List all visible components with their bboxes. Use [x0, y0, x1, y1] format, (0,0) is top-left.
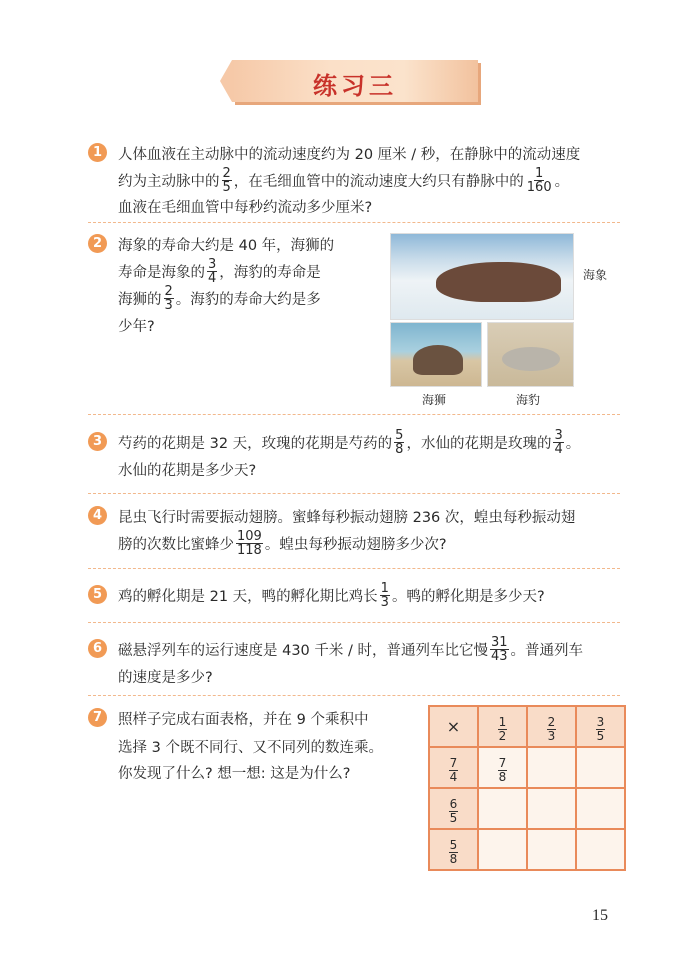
fraction [449, 798, 459, 825]
question-text: ，海豹的寿命是 [219, 264, 321, 281]
denominator: 8 [498, 769, 507, 784]
numerator: 1 [380, 580, 389, 596]
divider [88, 414, 620, 415]
question-line [118, 140, 580, 166]
question-text: 芍药的花期是 32 天，玫瑰的花期是芍药的 [118, 435, 393, 452]
fraction [526, 167, 553, 194]
column-header [527, 706, 576, 747]
multiplication-table [428, 705, 626, 871]
numerator: 3 [596, 714, 605, 729]
denominator: 8 [395, 441, 404, 457]
numerator: 5 [449, 837, 458, 852]
divider [88, 493, 620, 494]
question-text: 人体血液在主动脉中的流动速度约为 20 厘米 / 秒，在静脉中的流动速度 [118, 146, 581, 163]
table-cell[interactable] [576, 829, 625, 870]
numerator: 31 [491, 634, 508, 650]
fraction [498, 757, 508, 784]
table-row [429, 747, 625, 788]
question-line [118, 285, 321, 311]
question-text: 。 [554, 173, 570, 190]
fraction [394, 429, 404, 456]
fraction [490, 636, 509, 663]
sea-lion-caption: 海狮 [422, 393, 447, 407]
question-line [118, 503, 575, 529]
denominator: 4 [449, 769, 458, 784]
table-row [429, 788, 625, 829]
table-cell[interactable] [576, 788, 625, 829]
question-line [118, 231, 334, 257]
fraction [498, 716, 508, 743]
question-text: 你发现了什么? 想一想: 这是为什么? [118, 765, 351, 782]
fraction [449, 757, 459, 784]
fraction [164, 285, 174, 312]
row-header [429, 747, 478, 788]
question-line [118, 312, 155, 338]
fraction [222, 167, 232, 194]
question-text: 寿命是海象的 [118, 264, 205, 281]
divider [88, 695, 620, 696]
denominator: 3 [547, 728, 556, 743]
fraction [449, 839, 459, 866]
row-header [429, 829, 478, 870]
denominator: 4 [208, 270, 217, 286]
question-text: 水仙的花期是多少天? [118, 462, 257, 479]
section-banner [232, 60, 478, 102]
fraction [207, 258, 217, 285]
table-cell[interactable] [527, 747, 576, 788]
question-line [118, 733, 383, 759]
question-line [118, 258, 321, 284]
table-cell[interactable] [478, 829, 527, 870]
denominator: 3 [164, 297, 173, 313]
question-number-badge: 3 [88, 432, 107, 451]
table-cell[interactable] [527, 829, 576, 870]
question-text: 少年? [118, 318, 155, 335]
question-text: 昆虫飞行时需要振动翅膀。蜜蜂每秒振动翅膀 236 次，蝗虫每秒振动翅 [118, 509, 576, 526]
question-line [118, 759, 351, 785]
question-text: 选择 3 个既不同行、又不同列的数连乘。 [118, 739, 383, 756]
question-text: 约为主动脉中的 [118, 173, 220, 190]
denominator: 118 [237, 542, 262, 558]
question-line [118, 663, 213, 689]
denominator: 160 [526, 179, 552, 195]
numerator: 3 [554, 427, 563, 443]
denominator: 2 [498, 728, 507, 743]
numerator: 1 [535, 165, 544, 181]
fraction [596, 716, 606, 743]
question-line [118, 429, 580, 455]
divider [88, 568, 620, 569]
divider [88, 222, 620, 223]
question-text: 。蝗虫每秒振动翅膀多少次? [264, 536, 447, 553]
numerator: 3 [208, 256, 217, 272]
page-number: 15 [592, 907, 608, 924]
question-number-badge: 7 [88, 708, 107, 727]
numerator: 7 [498, 755, 507, 770]
numerator: 2 [547, 714, 556, 729]
question-line [118, 167, 569, 193]
numerator: 5 [395, 427, 404, 443]
denominator: 8 [449, 851, 458, 866]
table-header-row [429, 706, 625, 747]
question-text: 。普通列车 [510, 642, 584, 659]
table-cell[interactable] [527, 788, 576, 829]
denominator: 4 [554, 441, 563, 457]
denominator: 5 [222, 179, 231, 195]
question-number-badge: 2 [88, 234, 107, 253]
table-cell [478, 747, 527, 788]
question-text: ，在毛细血管中的流动速度大约只有静脉中的 [233, 173, 524, 190]
seal-caption: 海豹 [516, 393, 541, 407]
numerator: 6 [449, 796, 458, 811]
fraction [236, 530, 263, 557]
question-text: 海象的寿命大约是 40 年，海狮的 [118, 237, 335, 254]
walrus-photo [390, 233, 574, 320]
walrus-caption: 海象 [583, 268, 608, 282]
column-header [478, 706, 527, 747]
question-text: 血液在毛细血管中每秒约流动多少厘米? [118, 199, 373, 216]
question-number-badge: 5 [88, 585, 107, 604]
question-number-badge: 6 [88, 639, 107, 658]
question-text: 照样子完成右面表格，并在 9 个乘积中 [118, 711, 369, 728]
question-line [118, 193, 372, 219]
row-header [429, 788, 478, 829]
table-cell[interactable] [576, 747, 625, 788]
section-title: 练习三 [313, 71, 397, 100]
seal-photo [487, 322, 574, 387]
question-text: 磁悬浮列车的运行速度是 430 千米 / 时，普通列车比它慢 [118, 642, 488, 659]
fraction [553, 429, 563, 456]
question-text: 鸡的孵化期是 21 天，鸭的孵化期比鸡长 [118, 588, 378, 605]
question-line [118, 456, 256, 482]
question-line [118, 582, 545, 608]
numerator: 2 [222, 165, 231, 181]
denominator: 5 [596, 728, 605, 743]
numerator: 1 [498, 714, 507, 729]
question-text: 。鸭的孵化期是多少天? [391, 588, 545, 605]
table-row [429, 829, 625, 870]
fraction [380, 582, 390, 609]
sea-lion-photo [390, 322, 482, 387]
denominator: 3 [380, 594, 389, 610]
question-text: ，水仙的花期是玫瑰的 [406, 435, 552, 452]
question-line [118, 530, 447, 556]
question-number-badge: 4 [88, 506, 107, 525]
question-number-badge: 1 [88, 143, 107, 162]
denominator: 5 [449, 810, 458, 825]
numerator: 109 [237, 528, 262, 544]
question-text: 海狮的 [118, 291, 162, 308]
numerator: 2 [164, 283, 173, 299]
fraction [547, 716, 557, 743]
table-cell[interactable] [478, 788, 527, 829]
column-header [576, 706, 625, 747]
denominator: 43 [491, 648, 508, 664]
question-text: 。海豹的寿命大约是多 [175, 291, 321, 308]
question-text: 的速度是多少? [118, 669, 213, 686]
question-line [118, 705, 368, 731]
question-text: 。 [565, 435, 581, 452]
numerator: 7 [449, 755, 458, 770]
question-text: 膀的次数比蜜蜂少 [118, 536, 234, 553]
table-corner: × [429, 706, 478, 747]
divider [88, 622, 620, 623]
question-line [118, 636, 583, 662]
